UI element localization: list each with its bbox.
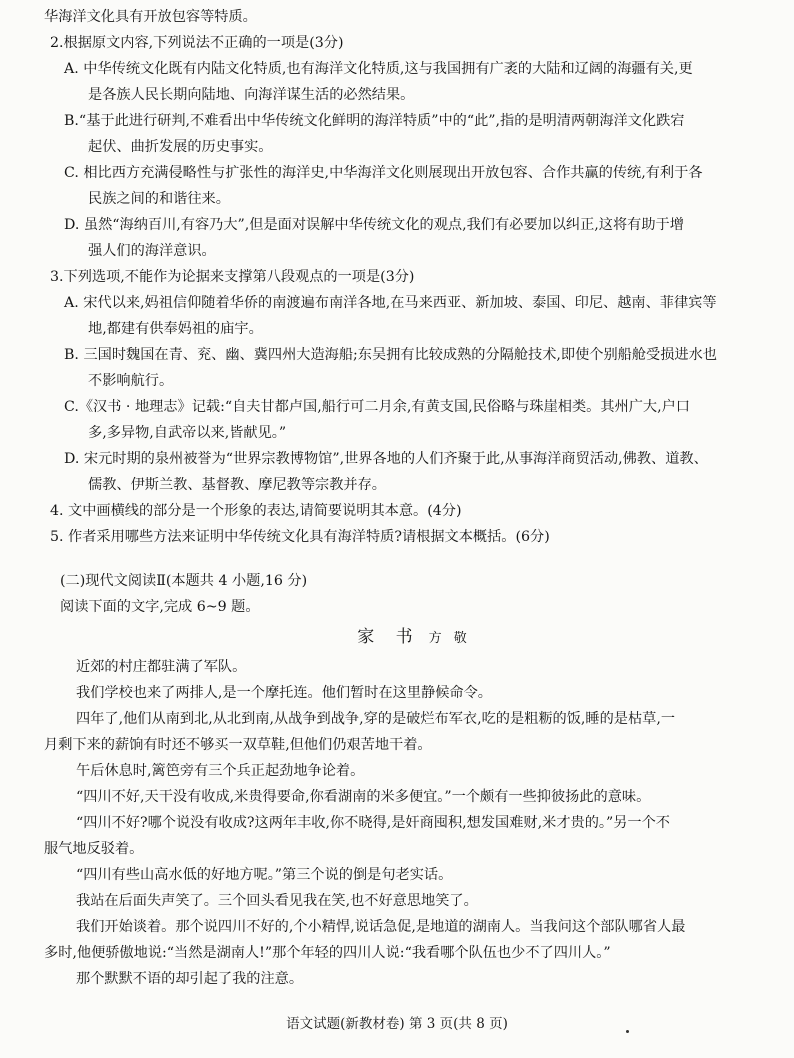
- question-3-option-b-cont: 不影响航行。: [88, 373, 174, 389]
- question-3-option-d: D. 宋元时期的泉州被誉为“世界宗教博物馆”,世界各地的人们齐聚于此,从事海洋商贸活动,佛教、道教、: [64, 451, 708, 467]
- question-3-option-a: A. 宋代以来,妈祖信仰随着华侨的南渡遍布南洋各地,在马来西亚、新加坡、泰国、印尼、越南、菲律宾等: [64, 295, 717, 311]
- story-paragraph-9-cont: 多时,他便骄傲地说:“当然是湖南人!”那个年轻的四川人说:“我看哪个队伍也少不了四川人。”: [44, 945, 611, 961]
- question-2-option-d: D. 虽然“海纳百川,有容乃大”,但是面对误解中华传统文化的观点,我们有必要加以纠正,这将有助于增: [64, 217, 684, 233]
- question-5: 5. 作者采用哪些方法来证明中华传统文化具有海洋特质?请根据文本概括。(6分): [50, 529, 550, 545]
- question-3-option-a-cont: 地,都建有供奉妈祖的庙宇。: [88, 321, 263, 337]
- question-2-option-a-cont: 是各族人民长期向陆地、向海洋谋生活的必然结果。: [88, 87, 415, 103]
- question-2-stem: 2.根据原文内容,下列说法不正确的一项是(3分): [50, 35, 344, 51]
- story-title-line: [40, 620, 768, 654]
- page-footer: 语文试题(新教材卷) 第 3 页(共 8 页): [286, 1016, 508, 1032]
- story-paragraph-7: “四川有些山高水低的好地方呢。”第三个说的倒是句老实话。: [76, 867, 453, 883]
- section-2-instruction: 阅读下面的文字,完成 6~9 题。: [60, 599, 260, 615]
- story-paragraph-8: 我站在后面失声笑了。三个回头看见我在笑,也不好意思地笑了。: [76, 893, 478, 909]
- story-paragraph-10: 那个默默不语的却引起了我的注意。: [76, 971, 304, 987]
- question-2: [40, 30, 768, 264]
- story-paragraph-3-cont: 月剩下来的薪饷有时还不够买一双草鞋,但他们仍艰苦地干着。: [44, 737, 432, 753]
- story-paragraph-4: 午后休息时,篱笆旁有三个兵正起劲地争论着。: [76, 763, 365, 779]
- question-2-option-c-cont: 民族之间的和谐往来。: [88, 191, 230, 207]
- story-author: 方 敬: [428, 631, 471, 646]
- question-2-option-b-cont: 起伏、曲折发展的历史事实。: [88, 139, 273, 155]
- section-2-heading: (二)现代文阅读Ⅱ(本题共 4 小题,16 分): [60, 573, 308, 589]
- question-4: 4. 文中画横线的部分是一个形象的表达,请简要说明其本意。(4分): [50, 503, 462, 519]
- passage-tail-line: 华海洋文化具有开放包容等特质。: [44, 9, 257, 25]
- story-paragraph-9: 我们开始谈着。那个说四川不好的,个小精悍,说话急促,是地道的湖南人。当我问这个部队哪省人最: [76, 919, 686, 935]
- story-paragraph-2: 我们学校也来了两排人,是一个摩托连。他们暂时在这里静候命令。: [76, 685, 492, 701]
- section-gap: [40, 550, 768, 568]
- question-3-option-b: B. 三国时魏国在青、兖、幽、冀四州大造海船;东吴拥有比较成熟的分隔舱技术,即使个别船舱受损进水也: [64, 347, 717, 363]
- story-paragraph-3: 四年了,他们从南到北,从北到南,从战争到战争,穿的是破烂布军衣,吃的是粗粝的饭,睡的是枯草,一: [76, 711, 676, 727]
- story-paragraph-6: “四川不好?哪个说没有收成?这两年丰收,你不晓得,是奸商囤积,想发国难财,米才贵的。”另一个不: [76, 815, 670, 831]
- question-3: [40, 264, 768, 498]
- scan-speck: [626, 1030, 629, 1033]
- question-2-option-b: B.“基于此进行研判,不难看出中华传统文化鲜明的海洋特质”中的“此”,指的是明清两朝海洋文化跌宕: [64, 113, 685, 129]
- question-3-option-d-cont: 儒教、伊斯兰教、基督教、摩尼教等宗教并存。: [88, 477, 386, 493]
- question-3-option-c: C.《汉书 · 地理志》记载:“自夫甘都卢国,船行可二月余,有黄支国,民俗略与珠崖相类。其州广大,户口: [64, 399, 690, 415]
- story-paragraph-1: 近郊的村庄都驻满了军队。: [76, 659, 247, 675]
- question-2-option-c: C. 相比西方充满侵略性与扩张性的海洋史,中华海洋文化则展现出开放包容、合作共赢的传统,有利于各: [64, 165, 703, 181]
- story-body: [40, 654, 768, 992]
- question-2-option-a: A. 中华传统文化既有内陆文化特质,也有海洋文化特质,这与我国拥有广袤的大陆和辽阔的海疆有关,更: [64, 61, 693, 77]
- question-3-stem: 3.下列选项,不能作为论据来支撑第八段观点的一项是(3分): [50, 269, 415, 285]
- story-paragraph-6-cont: 服气地反驳着。: [44, 841, 144, 857]
- question-3-option-c-cont: 多,多异物,自武帝以来,皆献见。”: [88, 425, 287, 441]
- question-2-option-d-cont: 强人们的海洋意识。: [88, 243, 216, 259]
- story-paragraph-5: “四川不好,天干没有收成,米贵得要命,你看湖南的米多便宜。”一个颇有一些抑彼扬此的意味。: [76, 789, 651, 805]
- story-title: 家 书: [357, 627, 421, 647]
